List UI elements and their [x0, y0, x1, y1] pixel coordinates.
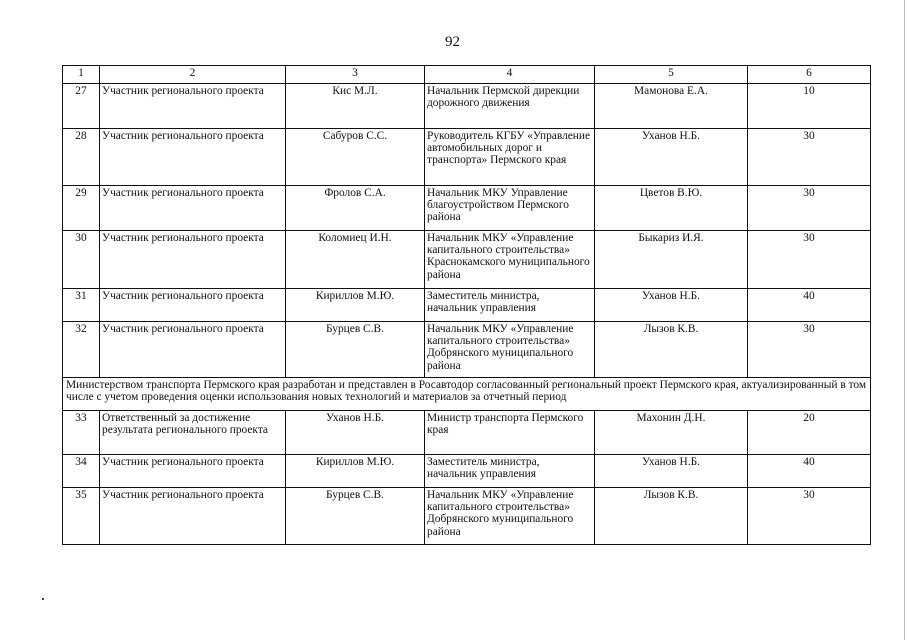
- evaluator-name: Мамонова Е.А.: [595, 84, 748, 129]
- evaluator-name: Уханов Н.Б.: [595, 289, 748, 322]
- table-row: [63, 455, 871, 488]
- table-header-row: [63, 66, 871, 84]
- participant-position: Начальник МКУ Управление благоустройством Пермского района: [425, 186, 595, 231]
- participant-position: Министр транспорта Пермского края: [425, 411, 595, 455]
- participant-position: Начальник МКУ «Управление капитального строительства» Добрянского муниципального района: [425, 322, 595, 378]
- row-number: 33: [63, 411, 100, 455]
- table-row: [63, 129, 871, 186]
- participant-role: Участник регионального проекта: [100, 129, 286, 186]
- page-number: 92: [445, 34, 460, 50]
- evaluator-name: Лызов К.В.: [595, 322, 748, 378]
- participant-name: Кириллов М.Ю.: [286, 455, 425, 488]
- table-row: [63, 186, 871, 231]
- results-table-container: [62, 65, 870, 545]
- row-number: 31: [63, 289, 100, 322]
- table-row: [63, 84, 871, 129]
- score-value: 40: [748, 455, 871, 488]
- participant-role: Участник регионального проекта: [100, 488, 286, 545]
- participant-role: Участник регионального проекта: [100, 322, 286, 378]
- score-value: 30: [748, 231, 871, 289]
- table-row: [63, 488, 871, 545]
- participant-role: Ответственный за достижение результата регионального проекта: [100, 411, 286, 455]
- score-value: 30: [748, 322, 871, 378]
- participant-position: Начальник МКУ «Управление капитального строительства» Краснокамского муниципального района: [425, 231, 595, 289]
- row-number: 32: [63, 322, 100, 378]
- column-header-1: 1: [63, 66, 100, 84]
- column-header-6: 6: [748, 66, 871, 84]
- participant-name: Сабуров С.С.: [286, 129, 425, 186]
- score-value: 30: [748, 488, 871, 545]
- participant-role: Участник регионального проекта: [100, 84, 286, 129]
- table-row: [63, 231, 871, 289]
- participant-role: Участник регионального проекта: [100, 186, 286, 231]
- table-row: [63, 411, 871, 455]
- participant-name: Бурцев С.В.: [286, 322, 425, 378]
- evaluator-name: Лызов К.В.: [595, 488, 748, 545]
- row-number: 30: [63, 231, 100, 289]
- column-header-5: 5: [595, 66, 748, 84]
- score-value: 10: [748, 84, 871, 129]
- participant-role: Участник регионального проекта: [100, 231, 286, 289]
- evaluator-name: Махонин Д.Н.: [595, 411, 748, 455]
- participant-position: Заместитель министра, начальник управления: [425, 455, 595, 488]
- score-value: 20: [748, 411, 871, 455]
- score-value: 40: [748, 289, 871, 322]
- score-value: 30: [748, 129, 871, 186]
- section-note: Министерством транспорта Пермского края разработан и представлен в Росавтодор согласованный региональный проект Пермского края, актуализированный в том числе с учетом проведения оценки использования новых технологий и материалов за отчетный период: [63, 378, 871, 411]
- evaluator-name: Уханов Н.Б.: [595, 455, 748, 488]
- evaluator-name: Цветов В.Ю.: [595, 186, 748, 231]
- column-header-3: 3: [286, 66, 425, 84]
- participant-name: Коломиец И.Н.: [286, 231, 425, 289]
- table-row: [63, 322, 871, 378]
- score-value: 30: [748, 186, 871, 231]
- row-number: 35: [63, 488, 100, 545]
- evaluator-name: Уханов Н.Б.: [595, 129, 748, 186]
- participant-position: Заместитель министра, начальник управления: [425, 289, 595, 322]
- column-header-2: 2: [100, 66, 286, 84]
- scan-edge-mark: [42, 598, 44, 600]
- participant-position: Начальник МКУ «Управление капитального строительства» Добрянского муниципального района: [425, 488, 595, 545]
- participant-position: Руководитель КГБУ «Управление автомобильных дорог и транспорта» Пермского края: [425, 129, 595, 186]
- participant-name: Фролов С.А.: [286, 186, 425, 231]
- participant-role: Участник регионального проекта: [100, 455, 286, 488]
- row-number: 28: [63, 129, 100, 186]
- participant-name: Кириллов М.Ю.: [286, 289, 425, 322]
- evaluator-name: Быкариз И.Я.: [595, 231, 748, 289]
- participant-name: Уханов Н.Б.: [286, 411, 425, 455]
- row-number: 27: [63, 84, 100, 129]
- row-number: 34: [63, 455, 100, 488]
- participant-position: Начальник Пермской дирекции дорожного движения: [425, 84, 595, 129]
- participant-role: Участник регионального проекта: [100, 289, 286, 322]
- participant-name: Бурцев С.В.: [286, 488, 425, 545]
- participant-name: Кис М.Л.: [286, 84, 425, 129]
- table-row: [63, 289, 871, 322]
- column-header-4: 4: [425, 66, 595, 84]
- results-table: [62, 65, 871, 545]
- row-number: 29: [63, 186, 100, 231]
- section-note-row: [63, 378, 871, 411]
